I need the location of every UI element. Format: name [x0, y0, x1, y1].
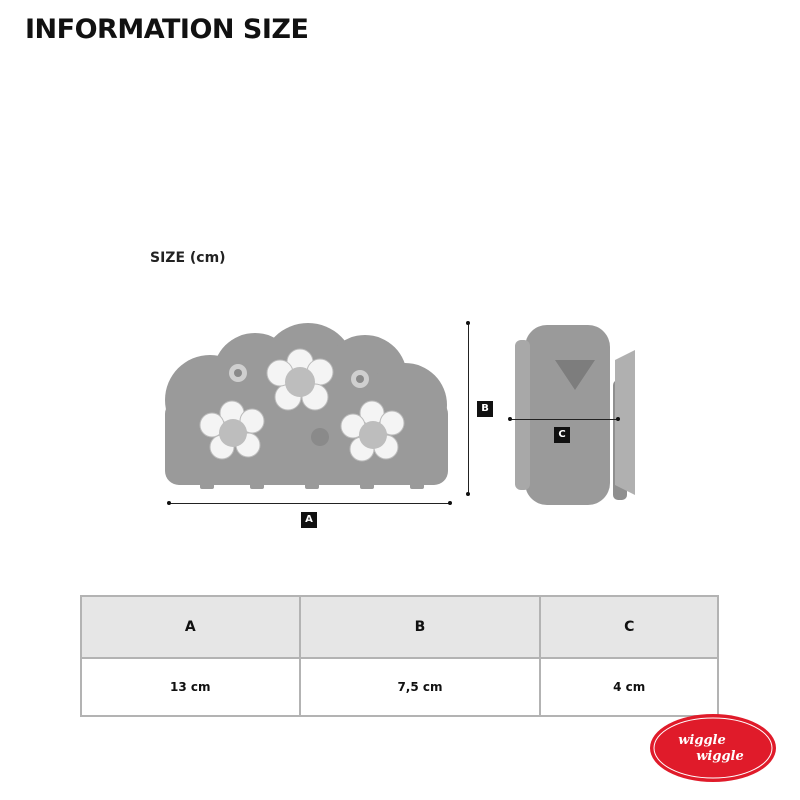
dimension-endpoint [508, 417, 512, 421]
table-header-row [81, 596, 718, 658]
page-title: INFORMATION SIZE [25, 14, 309, 45]
dimension-tag-c: C [554, 427, 570, 443]
table-header-cell: A [81, 596, 300, 658]
dimension-line-a [170, 503, 450, 504]
table-header-cell: C [540, 596, 718, 658]
dimension-tag-a: A [301, 512, 317, 528]
table-cell: 13 cm [81, 658, 300, 716]
table-cell: 7,5 cm [300, 658, 541, 716]
dimension-endpoint [167, 501, 171, 505]
dimension-endpoint [448, 501, 452, 505]
dimension-line-c [510, 419, 618, 420]
size-table [80, 595, 719, 717]
dimension-tag-b: B [477, 401, 493, 417]
product-front-view-image [160, 315, 460, 495]
table-row [81, 658, 718, 716]
product-side-view-image [505, 320, 645, 510]
dimension-endpoint [466, 492, 470, 496]
brand-logo [648, 712, 778, 784]
svg-text:wiggle: wiggle [678, 733, 726, 748]
dimension-line-b [468, 324, 469, 494]
dimension-endpoint [616, 417, 620, 421]
table-header-cell: B [300, 596, 541, 658]
size-unit-label: SIZE (cm) [150, 250, 226, 266]
table-cell: 4 cm [540, 658, 718, 716]
dimension-endpoint [466, 321, 470, 325]
svg-text:wiggle: wiggle [696, 749, 744, 764]
